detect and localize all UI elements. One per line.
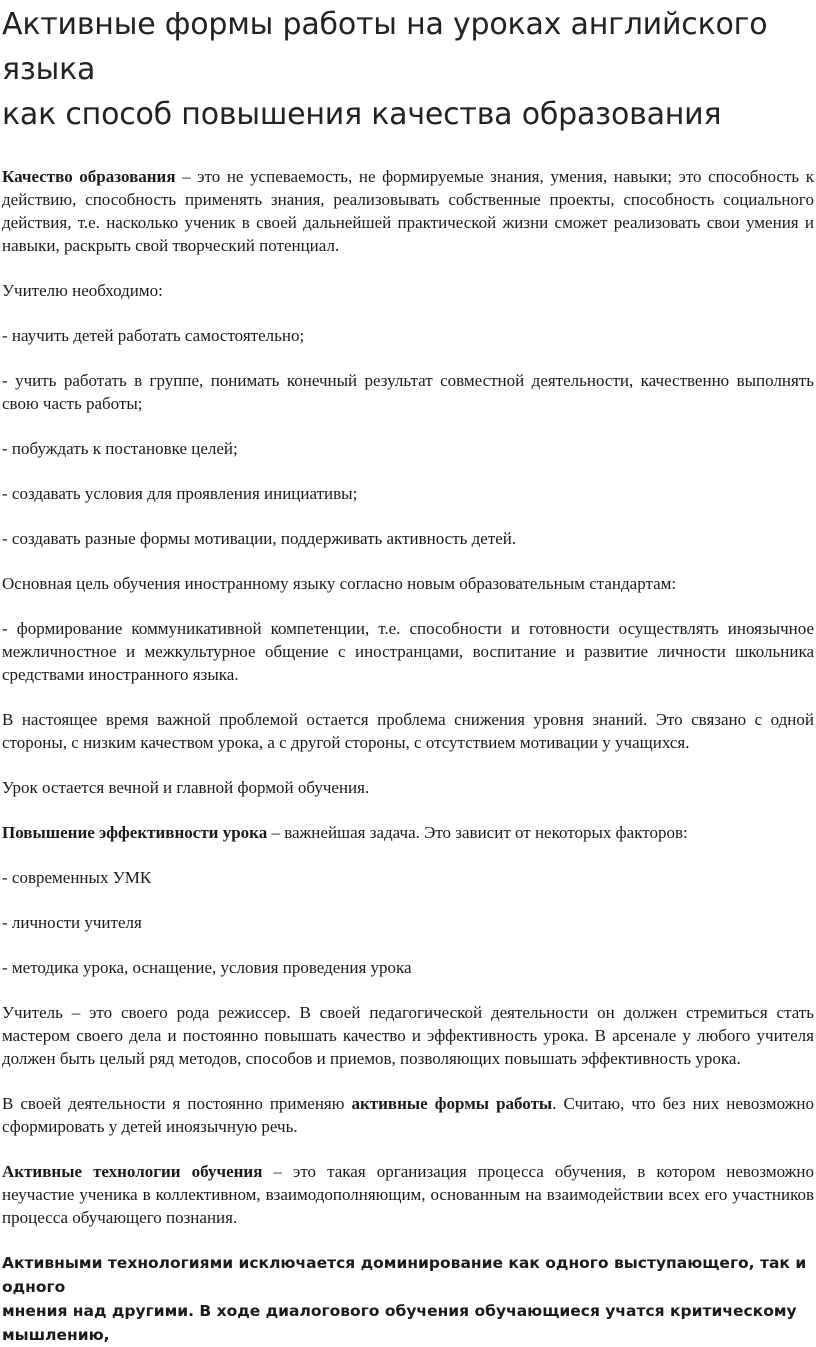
paragraph-dialog: Активными технологиями исключается доминирование как одного выступающего, так и одного мнения над другими. В ходе диалогового обучения обучающиеся учатся критическому мышлению, — [2, 1254, 807, 1344]
paragraph-efficiency: Повышение эффективности урока – важнейшая задача. Это зависит от некоторых факторов: — [2, 823, 688, 842]
list-item: - методика урока, оснащение, условия проведения урока — [2, 958, 412, 977]
paragraph-competence: - формирование коммуникативной компетенции, т.е. способности и готовности осуществлять иноязычное межличностное и межкультурное общение с иностранцами, воспитание и развитие личности школьника средствами иностранного языка. — [2, 619, 814, 684]
list-item: - научить детей работать самостоятельно; — [2, 326, 305, 345]
paragraph-lesson: Урок остается вечной и главной формой обучения. — [2, 778, 370, 797]
term-active-forms: активные формы работы — [351, 1094, 553, 1113]
term-quality: Качество образования — [2, 167, 176, 186]
paragraph-problem: В настоящее время важной проблемой остается проблема снижения уровня знаний. Это связано с одной стороны, с низким качеством урока, а с другой стороны, с отсутствием мотивации у учащихся. — [2, 710, 814, 752]
page-title — [2, 0, 816, 137]
list-item: - современных УМК — [2, 868, 152, 887]
list-item: - побуждать к постановке целей; — [2, 439, 238, 458]
term-active-tech: Активные технологии обучения — [2, 1162, 263, 1181]
paragraph-active-tech: Активные технологии обучения – это такая организация процесса обучения, в котором невозможно неучастие ученика в коллективном, взаимодополняющим, основанным на взаимодействии всех его участников процесса обучающего познания. — [2, 1162, 814, 1227]
paragraph-teacher-needs: Учителю необходимо: — [2, 281, 163, 300]
list-item: - личности учителя — [2, 913, 142, 932]
document-body — [2, 165, 814, 1347]
list-item: - создавать условия для проявления инициативы; — [2, 484, 358, 503]
paragraph-quality: Качество образования – это не успеваемость, не формируемые знания, умения, навыки; это способность к действию, способность применять знания, реализовывать собственные проекты, способность социального действия, т.е. насколько ученик в своей дальнейшей практической жизни сможет реализовать свои умения и навыки, раскрыть свой творческий потенциал. — [2, 167, 814, 255]
paragraph-director: Учитель – это своего рода режиссер. В своей педагогической деятельности он должен стремиться стать мастером своего дела и постоянно повышать качество и эффективность урока. В арсенале у любого учителя должен быть целый ряд методов, способов и приемов, позволяющих повышать эффективность урока. — [2, 1003, 814, 1068]
paragraph-main-goal: Основная цель обучения иностранному языку согласно новым образовательным стандартам: — [2, 574, 677, 593]
list-item: - учить работать в группе, понимать конечный результат совместной деятельности, качественно выполнять свою часть работы; — [2, 371, 814, 413]
title-line-1: Активные формы работы на уроках английского языка — [2, 7, 768, 87]
list-item: - создавать разные формы мотивации, поддерживать активность детей. — [2, 529, 517, 548]
paragraph-active-forms: В своей деятельности я постоянно применяю активные формы работы. Считаю, что без них невозможно сформировать у детей иноязычную речь. — [2, 1094, 814, 1136]
title-line-2: как способ повышения качества образования — [2, 97, 722, 132]
term-efficiency: Повышение эффективности урока — [2, 823, 268, 842]
